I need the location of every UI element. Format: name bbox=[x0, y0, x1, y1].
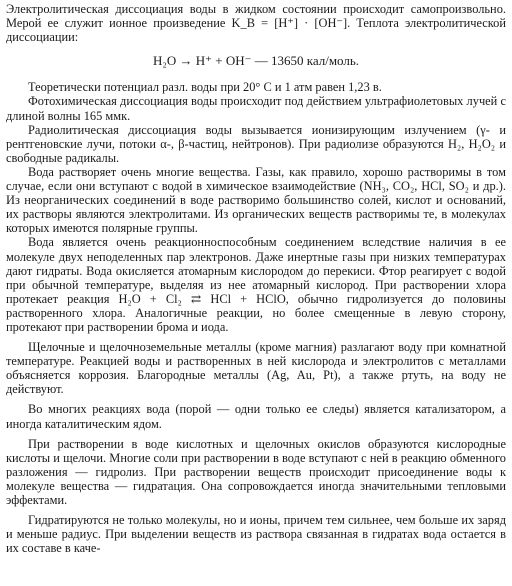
paragraph-photochemical: Фотохимическая диссоциация воды происходит под действием ультрафиолетовых лучей с длиной волны 165 ммк. bbox=[6, 94, 506, 123]
paragraph-hydrolysis: При растворении в воде кислотных и щелочных окислов образуются кислородные кислоты и щелочи. Многие соли при растворении в воде вступают с ней в реакцию обменного разложения — гидролиз. При растворении веществ происходит присоединение воды к молекуле вещества — гидратация. Она сопровождается иногда значительными тепловыми эффектами. bbox=[6, 436, 506, 507]
paragraph-dissociation-intro: Электролитическая диссоциация воды в жидком состоянии происходит самопроизвольно. Мерой ее служит ионное произведение K_B = [H⁺] · [OH⁻]. Теплота электролитической диссоциации: bbox=[6, 2, 506, 45]
paragraph-solubility: Вода растворяет очень многие вещества. Газы, как правило, хорошо растворимы в том случае, если они вступают с водой в химическое взаимодействие (NH₃, CO₂, HCl, SO₂ и др.). Из неорганических соединений в воде растворимо большинство солей, кислот и оснований, их растворы являются электролитами. Из органических веществ растворимы те, в молекулах которых имеются полярные группы. bbox=[6, 164, 506, 236]
paragraph-metals: Щелочные и щелочноземельные металлы (кроме магния) разлагают воду при комнатной температуре. Реакцией воды и растворенных в ней кислорода и электролитов с металлами объясняется коррозия. Благородные металлы (Ag, Au, Pt), а также ртуть, на воду не действуют. bbox=[6, 340, 506, 397]
paragraph-hydration: Гидратируются не только молекулы, но и ионы, причем тем сильнее, чем больше их заряд и меньше радиус. При выделении веществ из раствора связанная в гидратах вода остается в их составе в каче- bbox=[6, 513, 506, 556]
equation-water-dissociation: H₂O → H⁺ + OH⁻ — 13650 кал/моль. bbox=[152, 53, 360, 69]
paragraph-reactivity: Вода является очень реакционноспособным соединением вследствие наличия в ее молекуле двух неподеленных пар электронов. Даже инертные газы при низких температурах дают гидраты. Вода окисляется атомарным кислородом до перекиси. Фтор реагирует с водой при обычной температуре, выделяя из нее атомарный кислород. При растворении хлора протекает реакция H₂O + Cl₂ ⇄ HCl + HClO, обычно гидролизуется до половины растворенного хлора. Аналогичные реакции, но более смещенные в левую сторону, протекают при растворении брома и иода. bbox=[6, 235, 506, 334]
paragraph-radiolytic: Радиолитическая диссоциация воды вызывается ионизирующим излучением (γ- и рентгеновские лучи, потоки α-, β-частиц, нейтронов). При радиолизе образуются H₂, H₂O₂ и свободные радикалы. bbox=[6, 122, 506, 165]
paragraph-catalyst: Во многих реакциях вода (порой — одни только ее следы) является катализатором, а иногда каталитическим ядом. bbox=[6, 402, 506, 431]
paragraph-decomposition-potential: Теоретически потенциал разл. воды при 20° С и 1 атм равен 1,23 в. bbox=[28, 80, 382, 95]
